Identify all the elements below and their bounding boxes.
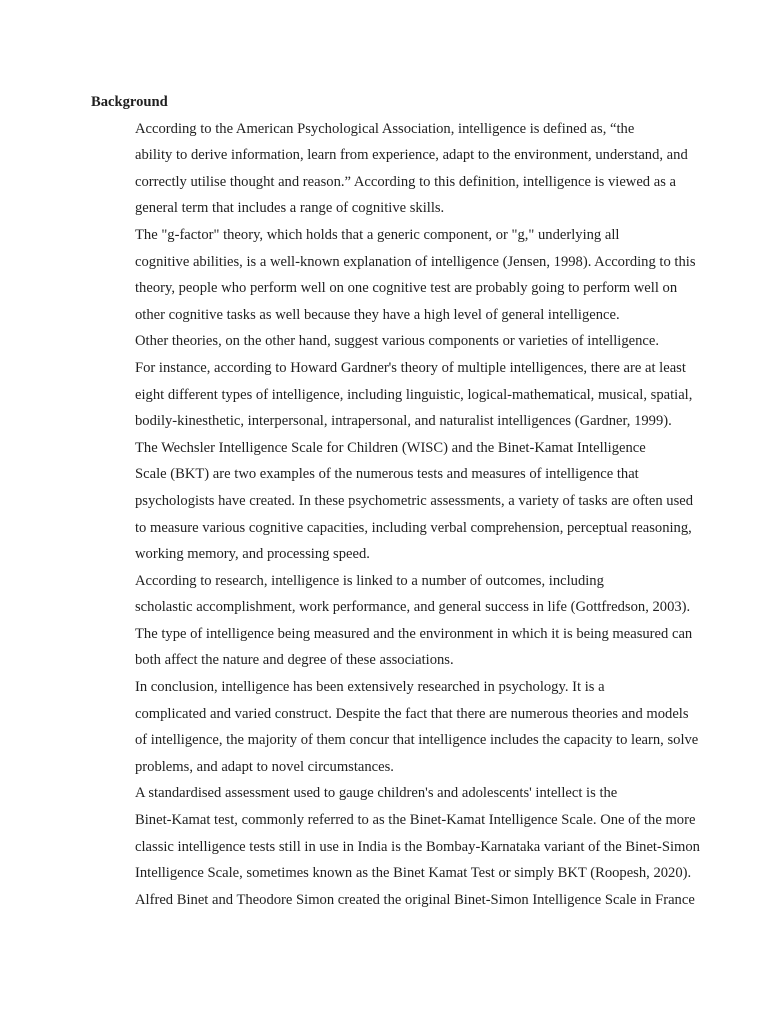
paragraph-apa-definition [91, 116, 687, 222]
paragraph-line: The "g-factor" theory, which holds that a generic component, or "g," underlying all [135, 226, 620, 243]
paragraph-line: classic intelligence tests still in use in India is the Bombay-Karnataka variant of the Binet-Simon [135, 838, 700, 855]
paragraph-line: Intelligence Scale, sometimes known as the Binet Kamat Test or simply BKT (Roopesh, 2020). [135, 865, 692, 882]
paragraph-binet-kamat [91, 780, 700, 913]
paragraph-line: of intelligence, the majority of them concur that intelligence includes the capacity to learn, solve [135, 732, 699, 749]
paragraph-wisc-bkt [91, 435, 694, 568]
paragraph-line: eight different types of intelligence, including linguistic, logical-mathematical, musical, spatial, [135, 386, 693, 403]
paragraph-line: psychologists have created. In these psychometric assessments, a variety of tasks are often used [135, 492, 694, 509]
paragraph-line: A standardised assessment used to gauge children's and adolescents' intellect is the [135, 785, 618, 802]
paragraph-line: bodily-kinesthetic, interpersonal, intrapersonal, and naturalist intelligences (Gardner, 1999). [135, 413, 672, 430]
paragraph-line: Scale (BKT) are two examples of the numerous tests and measures of intelligence that [135, 466, 639, 483]
paragraph-line: The Wechsler Intelligence Scale for Children (WISC) and the Binet-Kamat Intelligence [135, 439, 646, 456]
paragraph-line: In conclusion, intelligence has been extensively researched in psychology. It is a [135, 679, 605, 696]
paragraph-line: Alfred Binet and Theodore Simon created the original Binet-Simon Intelligence Scale in France [135, 891, 695, 908]
paragraph-line: correctly utilise thought and reason.” According to this definition, intelligence is viewed as a [135, 173, 677, 190]
paragraph-research-outcomes [91, 568, 693, 674]
paragraph-line: According to the American Psychological Association, intelligence is defined as, “the [135, 120, 635, 137]
paragraph-line: to measure various cognitive capacities, including verbal comprehension, perceptual reasoning, [135, 519, 692, 536]
document-body [91, 89, 700, 913]
paragraph-line: complicated and varied construct. Despite the fact that there are numerous theories and models [135, 705, 689, 722]
paragraph-line: Binet-Kamat test, commonly referred to as the Binet-Kamat Intelligence Scale. One of the more [135, 812, 696, 829]
section-heading: Background [91, 94, 168, 110]
paragraph-g-factor [91, 222, 696, 328]
paragraph-line: working memory, and processing speed. [135, 546, 370, 563]
paragraph-line: ability to derive information, learn from experience, adapt to the environment, understand, and [135, 147, 688, 164]
paragraph-line: theory, people who perform well on one cognitive test are probably going to perform well on [135, 280, 678, 297]
paragraph-line: problems, and adapt to novel circumstances. [135, 758, 394, 775]
paragraph-line: Other theories, on the other hand, suggest various components or varieties of intelligence. [135, 333, 660, 350]
paragraph-line: cognitive abilities, is a well-known explanation of intelligence (Jensen, 1998). According to this [135, 253, 696, 270]
paragraph-line: The type of intelligence being measured and the environment in which it is being measured can [135, 625, 693, 642]
paragraph-line: both affect the nature and degree of these associations. [135, 652, 454, 669]
paragraph-line: For instance, according to Howard Gardner's theory of multiple intelligences, there are at least [135, 359, 686, 376]
paragraph-conclusion [91, 674, 699, 780]
paragraph-other-theories [91, 328, 693, 434]
paragraph-line: other cognitive tasks as well because they have a high level of general intelligence. [135, 306, 620, 323]
paragraph-line: scholastic accomplishment, work performance, and general success in life (Gottfredson, 2003). [135, 599, 691, 616]
paragraph-line: general term that includes a range of cognitive skills. [135, 200, 445, 217]
paragraph-line: According to research, intelligence is linked to a number of outcomes, including [135, 572, 604, 589]
